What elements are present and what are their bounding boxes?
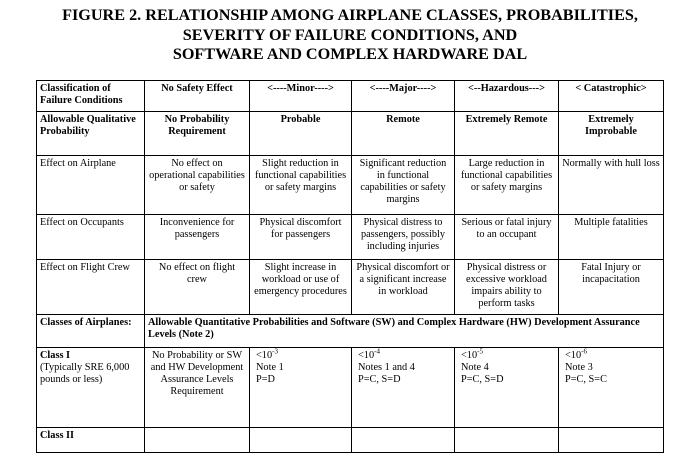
note-ref: Note 3 (565, 362, 593, 373)
class-1-catastrophic (559, 348, 664, 428)
class-2-cell (250, 428, 352, 453)
probability-exponent: -3 (272, 347, 278, 356)
class-2-cell (559, 428, 664, 453)
occupants-effect-cell: Inconvenience for passengers (145, 215, 250, 260)
header-minor: <----Minor----> (250, 81, 352, 112)
airplane-classes-label: Classes of Airplanes: (37, 315, 145, 348)
class-2-cell (455, 428, 559, 453)
probability-cell: No Probability Requirement (145, 112, 250, 156)
class-2-row (37, 428, 664, 453)
probability-cell: Remote (352, 112, 455, 156)
header-classification: Classification of Failure Conditions (37, 81, 145, 112)
class-1-hazardous (455, 348, 559, 428)
quantitative-probabilities-heading: Allowable Quantitative Probabilities and Software (SW) and Complex Hardware (HW) Development Assurance Levels (Note 2) (145, 315, 664, 348)
note-ref: Notes 1 and 4 (358, 362, 415, 373)
dal-level: P=C, S=D (358, 374, 401, 385)
probability-value: <10 (256, 350, 273, 361)
header-row (37, 81, 664, 112)
header-no-safety-effect: No Safety Effect (145, 81, 250, 112)
class-1-label (37, 348, 145, 428)
title-line-1: FIGURE 2. RELATIONSHIP AMONG AIRPLANE CLASSES, PROBABILITIES, (62, 6, 638, 24)
crew-effect-cell: Slight increase in workload or use of emergency procedures (250, 260, 352, 315)
title-line-2: SEVERITY OF FAILURE CONDITIONS, AND (182, 25, 518, 44)
probability-label: Allowable Qualitative Probability (37, 112, 145, 156)
crew-effect-label: Effect on Flight Crew (37, 260, 145, 315)
header-hazardous: <--Hazardous---> (455, 81, 559, 112)
probability-exponent: -4 (374, 347, 380, 356)
airplane-effect-cell: No effect on operational capabilities or safety (145, 156, 250, 215)
airplane-effect-cell: Normally with hull loss (559, 156, 664, 215)
probability-exponent: -6 (581, 347, 587, 356)
occupants-effect-label: Effect on Occupants (37, 215, 145, 260)
crew-effect-cell: No effect on flight crew (145, 260, 250, 315)
probability-cell: Extremely Improbable (559, 112, 664, 156)
probability-cell: Extremely Remote (455, 112, 559, 156)
probability-value: <10 (565, 350, 582, 361)
crew-effect-cell: Physical distress or excessive workload impairs ability to perform tasks (455, 260, 559, 315)
crew-effect-cell: Fatal Injury or incapacitation (559, 260, 664, 315)
header-catastrophic: < Catastrophic> (559, 81, 664, 112)
probability-value: <10 (461, 350, 478, 361)
probability-row (37, 112, 664, 156)
class-2-cell (145, 428, 250, 453)
airplane-effect-label: Effect on Airplane (37, 156, 145, 215)
dal-level: P=C, S=C (565, 374, 607, 385)
class-1-row (37, 348, 664, 428)
occupants-effect-cell: Physical distress to passengers, possibly including injuries (352, 215, 455, 260)
title-line-3: SOFTWARE AND COMPLEX HARDWARE DAL (172, 45, 528, 63)
note-ref: Note 4 (461, 362, 489, 373)
class-1-major (352, 348, 455, 428)
dal-level: P=D (256, 374, 275, 385)
occupants-effect-cell: Multiple fatalities (559, 215, 664, 260)
class-1-no-requirement: No Probability or SW and HW Development Assurance Levels Requirement (145, 348, 250, 428)
occupants-effect-cell: Physical discomfort for passengers (250, 215, 352, 260)
class-1-name: Class I (40, 350, 71, 361)
probability-value: <10 (358, 350, 375, 361)
occupants-effect-row (37, 215, 664, 260)
probability-cell: Probable (250, 112, 352, 156)
class-1-description: (Typically SRE 6,000 pounds or less) (40, 362, 130, 385)
class-2-cell (352, 428, 455, 453)
occupants-effect-cell: Serious or fatal injury to an occupant (455, 215, 559, 260)
failure-conditions-table (36, 80, 664, 453)
note-ref: Note 1 (256, 362, 284, 373)
probability-exponent: -5 (477, 347, 483, 356)
class-2-name: Class II (37, 428, 145, 453)
airplane-effect-row (37, 156, 664, 215)
class-1-minor (250, 348, 352, 428)
crew-effect-cell: Physical discomfort or a significant increase in workload (352, 260, 455, 315)
figure-title (0, 6, 700, 65)
dal-level: P=C, S=D (461, 374, 504, 385)
header-major: <----Major----> (352, 81, 455, 112)
crew-effect-row (37, 260, 664, 315)
airplane-classes-row (37, 315, 664, 348)
airplane-effect-cell: Slight reduction in functional capabilities or safety margins (250, 156, 352, 215)
airplane-effect-cell: Significant reduction in functional capabilities or safety margins (352, 156, 455, 215)
airplane-effect-cell: Large reduction in functional capabilities or safety margins (455, 156, 559, 215)
